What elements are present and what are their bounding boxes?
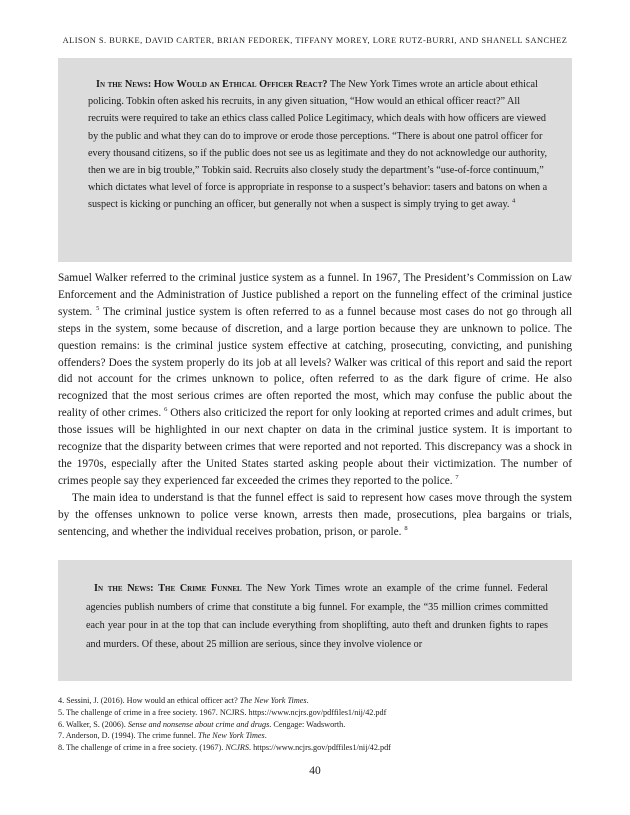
page-number: 40 — [309, 765, 321, 777]
text-segment: Samuel Walker referred to the criminal justice system as a funnel. In 1967, The President’s Commission on Law Enforcement and the Administration of Justice published a report on the funneling effect of the criminal justice system. — [58, 272, 572, 318]
footnote-6: 6. Walker, S. (2006). Sense and nonsense about crime and drugs. Cengage: Wadsworth. — [58, 719, 346, 729]
footnote-ref[interactable]: 8 — [404, 524, 408, 532]
box-lead: In the News: — [96, 79, 152, 90]
footnotes — [58, 695, 578, 754]
main-text — [58, 270, 572, 541]
footnote-7: 7. Anderson, D. (1994). The crime funnel. The New York Times. — [58, 731, 267, 741]
box-title: How Would an Ethical Officer React? — [153, 79, 328, 90]
box-text: The New York Times wrote an article about ethical policing. Tobkin often asked his recruits, in any given situation, “How would an ethical officer react?” All recruits were required to take an ethics class called Police Legitimacy, which deals with how officers are viewed by the public and what they can do to improve or erode those perceptions. “There is about one patrol officer for every thousand citizens, so if the public does not see us as legitimate and they do not acknowledge our authority, then we are in big trouble,” Tobkin said. Recruits also closely study the department’s “use-of-force continuum,” which dictates what level of force is appropriate in response to a suspect’s behavior: tasers and batons on when a suspect is kicking or punching an officer, but generally not when a suspect is simply trying to get away. — [88, 79, 548, 211]
box-paragraph — [86, 580, 548, 654]
box-lead: In the News: — [94, 583, 154, 594]
footnote-ref[interactable]: 7 — [455, 474, 459, 482]
paragraph-main-idea — [58, 490, 572, 541]
running-header: ALISON S. BURKE, DAVID CARTER, BRIAN FEDOREK, TIFFANY MOREY, LORE RUTZ-BURRI, AND SHANELL SANCHEZ — [62, 36, 568, 45]
footnote-8: 8. The challenge of crime in a free society. (1967). NCJRS. https://www.ncjrs.gov/pdffiles1/nij/42.pdf — [58, 743, 391, 753]
paragraph-funnel — [58, 270, 572, 490]
box-text: The New York Times wrote an example of the crime funnel. Federal agencies publish numbers of crime that constitute a big funnel. For example, the “35 million crimes committed each year pour in at the top that can include everything from shoplifting, auto theft and drunken fights to rapes and murders. Of these, about 25 million are serious, since they involve violence or — [86, 583, 548, 650]
text-segment: The criminal justice system is often referred to as a funnel because most cases do not go through all steps in the system, some because of discretion, and a large portion because they are unknown to police. The question remains: is the criminal justice system effective at catching, prosecuting, convicting, and punishing offenders? Does the system properly do its job at all levels? Walker was critical of this report and said the report did not account for the crimes unknown to police, often referred to as the dark figure of crime. He also recognized that the most serious crimes are often reported the most, which may confuse the public about the reality of other crimes. — [58, 305, 572, 420]
footnote-ref[interactable]: 4 — [511, 198, 516, 206]
footnote-ref[interactable]: 6 — [164, 406, 168, 414]
footnote-5: 5. The challenge of crime in a free society. 1967. NCJRS. https://www.ncjrs.gov/pdffiles1/nij/42.pdf — [58, 707, 387, 717]
text-segment: The main idea to understand is that the funnel effect is said to represent how cases move through the system by the offenses unknown to police verse known, arrests then made, prosecutions, plea bargains or trials, sentencing, and whether the individual receives probation, prison, or parole. — [58, 491, 572, 538]
footnote-4: 4. Sessini, J. (2016). How would an ethical officer act? The New York Times. — [58, 696, 309, 705]
text-segment: Others also criticized the report for only looking at reported crimes and adult crimes, but those issues will be highlighted in our next chapter on data in the criminal justice system. It is important to recognize that the disparity between crimes that were reported and not reported. This discrepancy was a shock in the 1970s, especially after the United States started asking people about their victimization. The number of crimes people say they experienced far exceeded the crimes they reported to the police. — [58, 407, 572, 487]
box-paragraph — [88, 76, 548, 214]
in-the-news-box-crime-funnel — [58, 560, 572, 681]
box-title: The Crime Funnel — [158, 583, 242, 594]
footnote-ref[interactable]: 5 — [96, 305, 100, 313]
in-the-news-box-ethical-officer — [58, 58, 572, 262]
